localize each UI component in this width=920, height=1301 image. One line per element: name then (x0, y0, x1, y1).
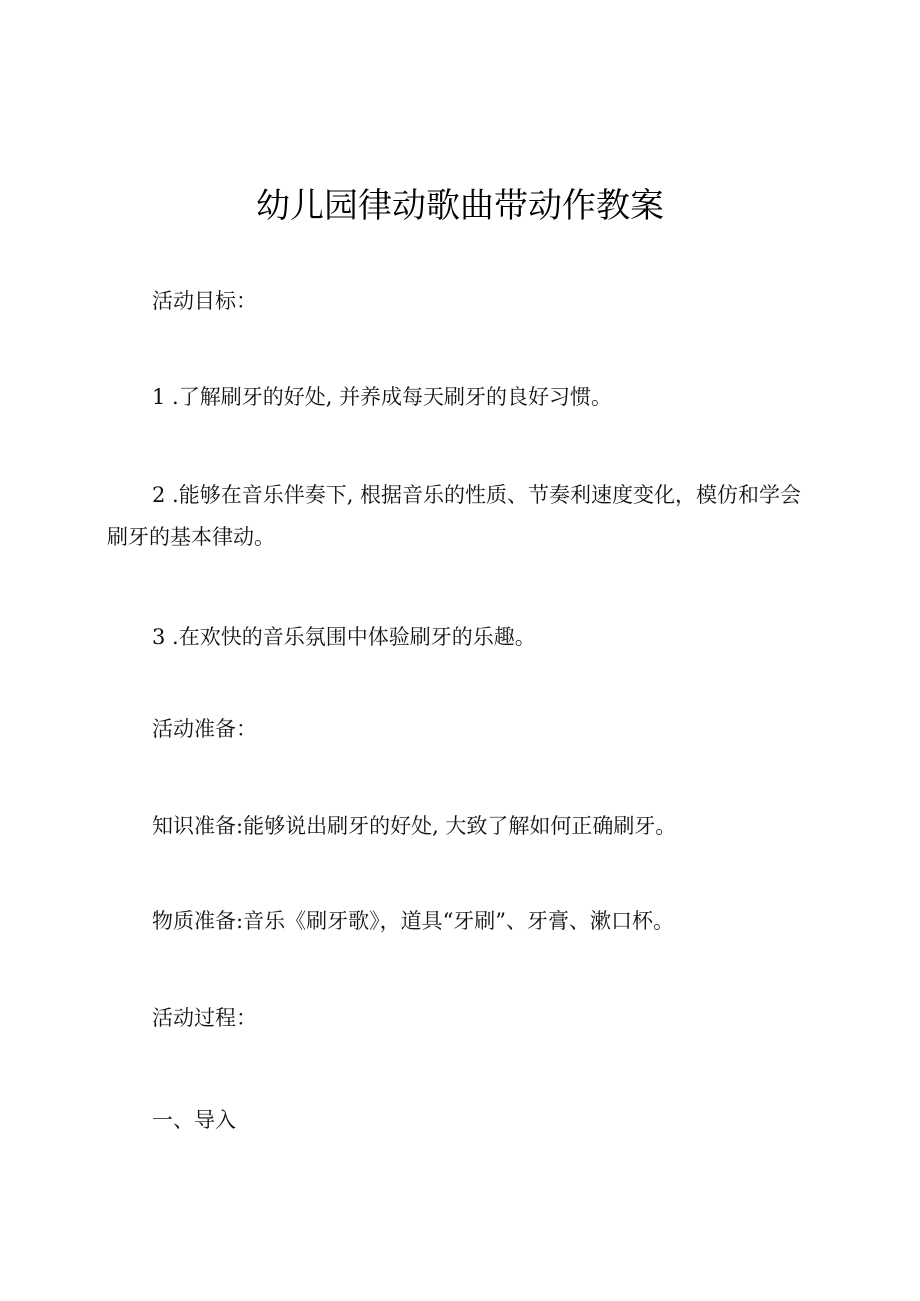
prep-material: 物质准备:音乐《刷牙歌》，道具“牙刷”、牙膏、漱口杯。 (152, 909, 675, 933)
goals-heading: 活动目标： (152, 289, 257, 313)
prep-heading: 活动准备： (152, 717, 257, 741)
process-step-1: 一、导入 (152, 1108, 236, 1132)
goal-item-3: 3 .在欢快的音乐氛围中体验刷牙的乐趣。 (152, 625, 536, 649)
prep-knowledge: 知识准备:能够说出刷牙的好处, 大致了解如何正确刷牙。 (152, 814, 677, 838)
document-title: 幼儿园律动歌曲带动作教案 (256, 186, 664, 226)
goal-item-1: 1 .了解刷牙的好处, 并养成每天刷牙的良好习惯。 (152, 385, 613, 409)
goal-item-2: 2 .能够在音乐伴奏下, 根据音乐的性质、节奏利速度变化，模仿和学会刷牙的基本律动。 (107, 483, 802, 549)
process-heading: 活动过程： (152, 1006, 257, 1030)
